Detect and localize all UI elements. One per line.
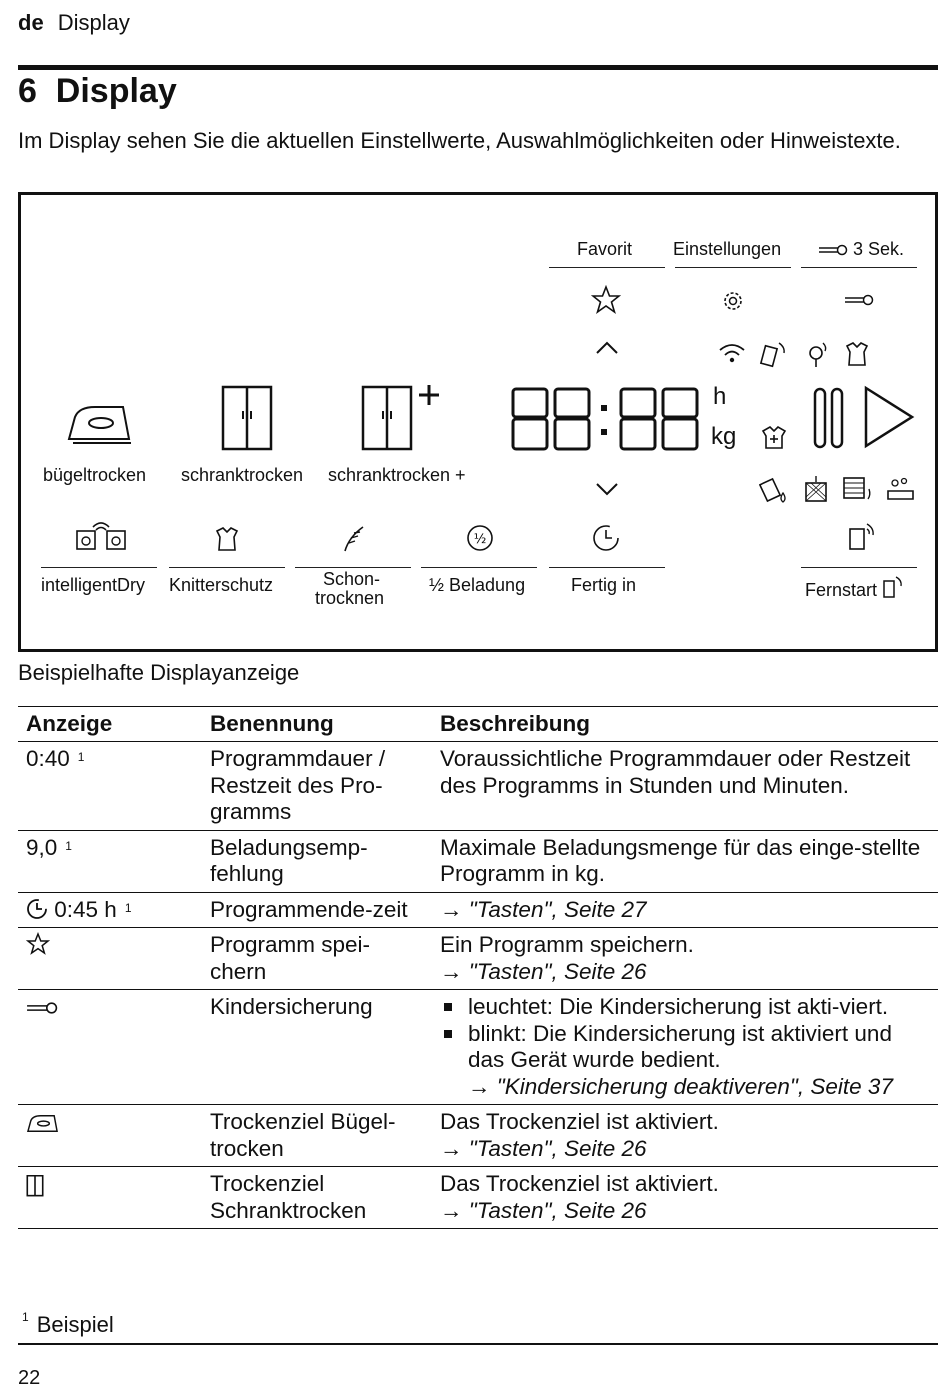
table-row [18, 1167, 938, 1229]
crease-guard-label: Knitterschutz [169, 575, 274, 595]
table-row [18, 928, 938, 990]
half-load-icon [465, 523, 495, 553]
remote-start-underline [801, 567, 917, 568]
page-title: 6 Display [18, 72, 177, 110]
key-icon [818, 243, 848, 257]
display-table [18, 706, 938, 1229]
settings-underline [675, 267, 791, 268]
clock-icon [26, 898, 48, 920]
cell-display [18, 990, 202, 1105]
chevron-down-icon [595, 482, 619, 496]
intelligent-dry-underline [41, 567, 157, 568]
wifi-icon [717, 341, 747, 365]
half-load-underline [421, 567, 537, 568]
unit-hours: h [713, 383, 727, 410]
bullet-square [444, 1003, 452, 1011]
settings-label: Einstellungen [673, 239, 782, 259]
table-row [18, 892, 938, 928]
iron-icon [26, 1113, 60, 1135]
anti-crease-shirt-icon [843, 340, 871, 368]
table-row [18, 1105, 938, 1167]
cleaning-icon [885, 475, 919, 503]
favorite-label: Favorit [577, 239, 633, 259]
desc-text: Ein Programm speichern. [440, 932, 694, 957]
cell-desc [432, 928, 938, 990]
finish-in-underline [549, 567, 665, 568]
display-value: 0:40 [26, 746, 70, 771]
wardrobe-plus-icon [359, 381, 443, 453]
anti-crease-icon [213, 525, 241, 553]
remote-start-text: Fernstart [805, 580, 878, 600]
water-tap-icon [805, 339, 831, 369]
figure-caption: Beispielhafte Displayanzeige [18, 660, 300, 685]
page-number: 22 [18, 1367, 41, 1389]
cross-reference[interactable]: → "Tasten", Seite 26 [440, 1197, 647, 1223]
gear-icon [720, 288, 746, 314]
key-icon [26, 1000, 58, 1016]
footnote-ref: 1 [65, 838, 72, 853]
section-name: Display [57, 10, 130, 35]
gentle-underline [295, 567, 411, 568]
lock-timer [818, 239, 904, 260]
footnote-text: Beispiel [36, 1312, 114, 1337]
table-header-row [18, 707, 938, 742]
lock-underline [801, 267, 917, 268]
intelligent-dry-icon [75, 519, 127, 551]
favorite-underline [549, 267, 665, 268]
finish-in-label: Fertig in [571, 575, 637, 595]
star-icon [591, 285, 621, 315]
cell-desc: Maximale Beladungsmenge für das einge-stellte Programm in kg. [432, 830, 938, 892]
play-icon[interactable] [863, 385, 915, 449]
cell-display [18, 1167, 202, 1229]
cell-display [18, 830, 202, 892]
cell-desc [432, 1105, 938, 1167]
lang-code: de [18, 10, 44, 35]
program-bueweltrocken: bügeltrocken [43, 465, 147, 485]
cross-reference[interactable]: → "Tasten", Seite 26 [440, 1135, 647, 1161]
cell-name: Beladungsemp-fehlung [202, 830, 432, 892]
cell-desc: Voraussichtliche Programmdauer oder Restzeit des Programms in Stunden und Minuten. [432, 742, 938, 831]
cell-desc [432, 892, 938, 928]
table-row [18, 830, 938, 892]
intelligent-dry-label: intelligentDry [41, 575, 146, 595]
cross-reference[interactable]: → "Kindersicherung deaktiveren", Seite 37 [468, 1073, 893, 1099]
desc-text: Das Trockenziel ist aktiviert. [440, 1109, 719, 1134]
key-icon [843, 293, 875, 307]
bullet-text: leuchtet: Die Kindersicherung ist akti-viert. [468, 994, 889, 1019]
col-header-beschreibung: Beschreibung [432, 707, 938, 742]
display-value: 9,0 [26, 834, 58, 860]
chevron-up-icon [595, 341, 619, 355]
crease-guard-underline [169, 567, 285, 568]
cell-name: Programm spei-chern [202, 928, 432, 990]
unit-kg: kg [711, 423, 737, 450]
iron-icon [65, 403, 135, 445]
lock-seconds-label: 3 Sek. [853, 239, 905, 259]
remote-start-small-icon [882, 575, 904, 599]
program-schranktrocken: schranktrocken [181, 465, 304, 485]
star-icon [26, 932, 50, 956]
running-header [18, 10, 130, 36]
cell-name: Programmende-zeit [202, 892, 432, 928]
footnote-mark: 1 [22, 1310, 29, 1324]
cell-display [18, 928, 202, 990]
cell-display [18, 1105, 202, 1167]
seven-segment-display [509, 385, 705, 453]
cell-display [18, 892, 202, 928]
svg-text:½: ½ [473, 532, 487, 547]
clock-icon [591, 523, 621, 553]
wardrobe-icon [219, 385, 275, 453]
cell-display [18, 742, 202, 831]
cross-reference[interactable]: → "Tasten", Seite 26 [440, 958, 647, 984]
heat-exchanger-icon [841, 475, 875, 503]
col-header-benennung: Benennung [202, 707, 432, 742]
bullet-square [444, 1030, 452, 1038]
cell-name: Trockenziel Schranktrocken [202, 1167, 432, 1229]
bullet-item [440, 994, 932, 1021]
filter-icon [803, 475, 829, 503]
desc-text: Das Trockenziel ist aktiviert. [440, 1171, 719, 1196]
cross-reference[interactable]: → "Tasten", Seite 27 [440, 896, 647, 922]
remote-start-icon [847, 521, 877, 553]
col-header-anzeige: Anzeige [18, 707, 202, 742]
half-load-label: ½ Beladung [429, 575, 526, 595]
gentle-dry-label-1: Schon- [323, 569, 381, 589]
cell-desc [432, 1167, 938, 1229]
table-row [18, 990, 938, 1105]
shirt-plus-icon [759, 423, 789, 451]
wardrobe-icon [26, 1175, 44, 1197]
header-rule [18, 65, 938, 70]
bullet-item [440, 1021, 932, 1101]
gentle-dry-label-2: trocknen [315, 588, 385, 608]
program-schranktrocken-plus: schranktrocken + [328, 465, 466, 485]
bullet-text: blinkt: Die Kindersicherung ist aktiviert und das Gerät wurde bedient. [468, 1020, 892, 1072]
display-value: 0:45 h [54, 896, 117, 922]
cell-name: Programmdauer / Restzeit des Pro-gramms [202, 742, 432, 831]
cell-desc [432, 990, 938, 1105]
footnote-rule [18, 1343, 938, 1345]
table-row [18, 742, 938, 831]
pause-icon[interactable] [813, 387, 845, 449]
footnote-ref: 1 [124, 900, 132, 915]
cell-name: Trockenziel Bügel-trocken [202, 1105, 432, 1167]
remote-device-icon [759, 339, 789, 369]
cell-name: Kindersicherung [202, 990, 432, 1105]
intro-text: Im Display sehen Sie die aktuellen Einstellwerte, Auswahlmöglichkeiten oder Hinweistexte. [18, 128, 901, 153]
remote-start-label [805, 575, 904, 601]
footnote [18, 1312, 114, 1338]
gentle-dry-icon [341, 525, 367, 553]
display-panel [18, 192, 938, 652]
water-container-icon [759, 475, 789, 505]
footnote-ref: 1 [77, 750, 85, 764]
